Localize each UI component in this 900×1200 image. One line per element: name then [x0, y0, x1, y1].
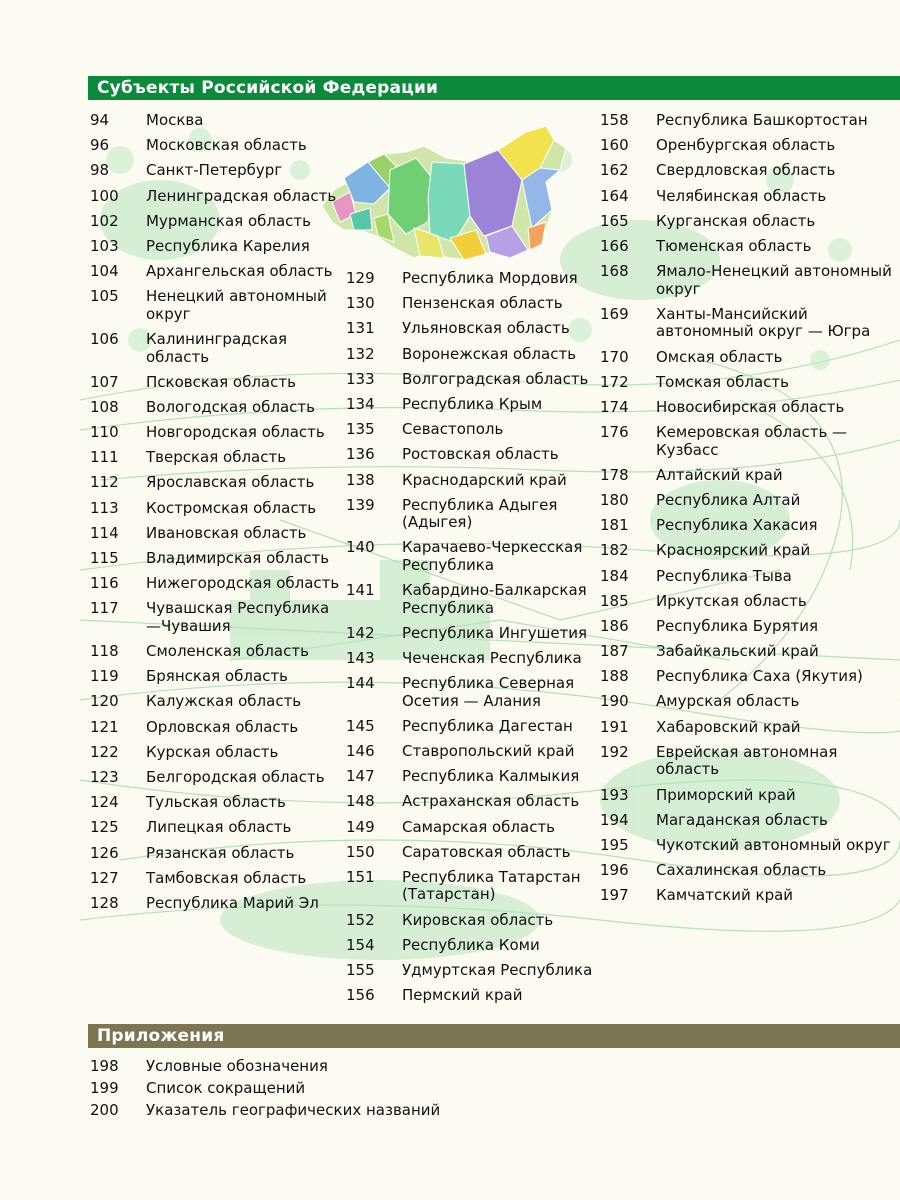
entry-title: Карачаево-Черкесская Республика: [402, 538, 583, 574]
toc-entry[interactable]: [346, 295, 596, 313]
toc-entry[interactable]: [600, 374, 900, 392]
page-number: 151: [346, 867, 375, 886]
page-number: 150: [346, 842, 375, 861]
page-number: 194: [600, 810, 629, 829]
entry-title: Ульяновская область: [402, 319, 570, 338]
toc-entry[interactable]: [600, 517, 900, 535]
entry-title: Архангельская область: [146, 262, 333, 281]
page-number: 156: [346, 986, 375, 1005]
page-number: 128: [90, 893, 119, 912]
entry-title: Москва: [146, 111, 204, 129]
toc-entry[interactable]: [90, 744, 340, 762]
page-number: 199: [90, 1079, 119, 1097]
entry-title: Ростовская область: [402, 445, 559, 464]
entry-title: Тюменская область: [656, 236, 812, 255]
entry-title: Воронежская область: [402, 344, 577, 363]
entry-title: Республика Адыгея (Адыгея): [402, 495, 558, 532]
entry-title: Республика Татарстан (Татарстан): [402, 867, 581, 904]
page-number: 148: [346, 792, 375, 811]
entry-title: Астраханская область: [402, 792, 580, 811]
subjects-column-1: [90, 112, 340, 920]
page-number: 107: [90, 372, 119, 391]
toc-entry[interactable]: [346, 346, 596, 364]
entry-title: Республика Саха (Якутия): [656, 667, 863, 686]
page-number: 105: [90, 287, 119, 306]
toc-entry[interactable]: [600, 618, 900, 636]
toc-entry[interactable]: [600, 306, 900, 341]
toc-entry[interactable]: [600, 837, 900, 855]
entry-title: Севастополь: [402, 420, 504, 439]
entry-title: Ярославская область: [146, 473, 315, 492]
page-number: 184: [600, 566, 629, 585]
toc-entry[interactable]: [600, 643, 900, 661]
toc-entry[interactable]: [90, 288, 340, 323]
toc-entry[interactable]: [90, 643, 340, 661]
entry-title: Магаданская область: [656, 810, 828, 829]
toc-entry[interactable]: [90, 162, 340, 180]
page-number: 102: [90, 211, 119, 230]
page-number: 143: [346, 648, 375, 667]
page-number: 174: [600, 397, 629, 416]
entry-title: Кировская область: [402, 910, 554, 929]
entry-title: Вологодская область: [146, 397, 315, 416]
entry-title: Орловская область: [146, 717, 299, 736]
toc-entry[interactable]: [346, 446, 596, 464]
entry-title: Республика Мордовия: [402, 269, 578, 287]
toc-entry[interactable]: [90, 1102, 590, 1119]
entry-title: Республика Бурятия: [656, 616, 819, 635]
page-number: 136: [346, 445, 375, 464]
page-number: 196: [600, 861, 629, 880]
page-number: 172: [600, 372, 629, 391]
toc-entry[interactable]: [90, 693, 340, 711]
entry-title: Ненецкий автономный округ: [146, 287, 327, 323]
entry-title: Калужская область: [146, 692, 302, 711]
entry-title: Свердловская область: [656, 161, 836, 180]
entry-title: Самарская область: [402, 817, 556, 836]
entry-title: Омская область: [656, 347, 783, 366]
page-number: 94: [90, 111, 110, 129]
page-number: 142: [346, 623, 375, 642]
toc-entry[interactable]: [90, 794, 340, 812]
page-number: 176: [600, 423, 629, 442]
toc-entry[interactable]: [346, 987, 596, 1005]
page-number: 146: [346, 742, 375, 760]
page-number: 124: [90, 793, 119, 812]
toc-entry[interactable]: [346, 768, 596, 786]
toc-entry[interactable]: [90, 668, 340, 686]
toc-entry[interactable]: [346, 962, 596, 980]
toc-entry[interactable]: [346, 320, 596, 338]
entry-title: Республика Крым: [402, 394, 543, 413]
toc-entry[interactable]: [346, 912, 596, 930]
toc-entry[interactable]: [90, 1080, 590, 1097]
page-number: 110: [90, 423, 119, 442]
toc-entry[interactable]: [600, 693, 900, 711]
toc-entry[interactable]: [90, 424, 340, 442]
entry-title: Указатель географических названий: [146, 1101, 441, 1119]
page-number: 114: [90, 523, 119, 542]
toc-entry[interactable]: [90, 399, 340, 417]
toc-entry[interactable]: [346, 539, 596, 574]
page-number: 190: [600, 692, 629, 711]
page-number: 170: [600, 347, 629, 366]
page-number: 160: [600, 136, 629, 155]
entry-title: Брянская область: [146, 667, 288, 686]
entry-title: Ханты-Мансийский автономный округ — Югра: [656, 304, 871, 341]
toc-entry[interactable]: [600, 188, 900, 206]
toc-entry[interactable]: [600, 424, 900, 459]
page-number: 135: [346, 420, 375, 439]
toc-entry[interactable]: [600, 399, 900, 417]
entry-title: Тамбовская область: [146, 868, 307, 887]
toc-entry[interactable]: [600, 668, 900, 686]
entry-title: Республика Тыва: [656, 566, 792, 585]
toc-entry[interactable]: [90, 331, 340, 366]
entry-title: Республика Карелия: [146, 236, 310, 255]
toc-entry[interactable]: [90, 449, 340, 467]
page-number: 113: [90, 498, 119, 517]
entry-title: Республика Ингушетия: [402, 623, 588, 642]
toc-entry[interactable]: [600, 213, 900, 231]
entry-title: Новгородская область: [146, 423, 325, 442]
entry-title: Курганская область: [656, 211, 816, 230]
russia-regions-map-icon: [314, 118, 576, 266]
toc-entry[interactable]: [600, 162, 900, 180]
page-number: 188: [600, 667, 629, 686]
page-number: 103: [90, 236, 119, 255]
toc-entry[interactable]: [90, 600, 340, 635]
entry-title: Тверская область: [146, 448, 287, 467]
page-number: 127: [90, 868, 119, 887]
toc-entry[interactable]: [600, 787, 900, 805]
page-number: 100: [90, 186, 119, 205]
page-number: 134: [346, 394, 375, 413]
toc-entry[interactable]: [346, 743, 596, 761]
entry-title: Чукотский автономный округ: [656, 835, 891, 854]
page-number: 186: [600, 616, 629, 635]
entry-title: Чувашская Республика —Чувашия: [146, 599, 330, 635]
section-header-appendix: Приложения: [88, 1024, 900, 1048]
toc-entry[interactable]: [90, 1058, 590, 1075]
page-number: 154: [346, 935, 375, 954]
page-number: 131: [346, 319, 375, 338]
subjects-column-2: [346, 270, 596, 1012]
entry-title: Мурманская область: [146, 211, 311, 230]
toc-entry[interactable]: [346, 675, 596, 710]
page-number: 126: [90, 843, 119, 862]
toc-entry[interactable]: [90, 263, 340, 281]
toc-entry[interactable]: [600, 349, 900, 367]
toc-entry[interactable]: [346, 396, 596, 414]
entry-title: Смоленская область: [146, 642, 309, 661]
page-number: 98: [90, 161, 110, 180]
toc-entry[interactable]: [90, 895, 340, 913]
entry-title: Ленинградская область: [146, 186, 337, 205]
entry-title: Хабаровский край: [656, 717, 801, 736]
toc-entry[interactable]: [600, 263, 900, 298]
page-number: 125: [90, 818, 119, 837]
toc-entry[interactable]: [90, 845, 340, 863]
toc-entry[interactable]: [90, 500, 340, 518]
page-number: 145: [346, 716, 375, 735]
entry-title: Калининградская область: [146, 330, 288, 366]
entry-title: Оренбургская область: [656, 136, 836, 155]
toc-entry[interactable]: [600, 137, 900, 155]
toc-entry[interactable]: [346, 650, 596, 668]
entry-title: Камчатский край: [656, 886, 794, 905]
entry-title: Липецкая область: [146, 818, 292, 837]
page-number: 139: [346, 495, 375, 514]
entry-title: Нижегородская область: [146, 574, 340, 593]
subjects-column-3: [600, 112, 900, 912]
toc-entry[interactable]: [346, 421, 596, 439]
entry-title: Московская область: [146, 136, 307, 155]
entry-title: Условные обозначения: [146, 1057, 328, 1075]
page-number: 162: [600, 161, 629, 180]
entry-title: Республика Марий Эл: [146, 893, 319, 912]
page-number: 166: [600, 236, 629, 255]
page-number: 180: [600, 490, 629, 509]
toc-entry[interactable]: [346, 844, 596, 862]
toc-entry[interactable]: [600, 593, 900, 611]
entry-title: Белгородская область: [146, 768, 325, 786]
page-number: 164: [600, 186, 629, 205]
entry-title: Курская область: [146, 742, 279, 761]
entry-title: Псковская область: [146, 372, 296, 391]
entry-title: Республика Хакасия: [656, 516, 818, 535]
entry-title: Ямало-Ненецкий автономный округ: [656, 262, 892, 298]
toc-entry[interactable]: [600, 812, 900, 830]
entry-title: Республика Алтай: [656, 490, 801, 509]
toc-entry[interactable]: [600, 542, 900, 560]
toc-entry[interactable]: [346, 270, 596, 288]
entry-title: Сахалинская область: [656, 861, 827, 880]
page-number: 121: [90, 717, 119, 736]
toc-entry[interactable]: [600, 112, 900, 130]
toc-entry[interactable]: [90, 112, 340, 130]
page-number: 111: [90, 448, 119, 467]
page-number: 115: [90, 549, 119, 567]
entry-title: Пензенская область: [402, 294, 563, 313]
page-number: 123: [90, 768, 119, 786]
page-number: 198: [90, 1057, 119, 1075]
toc-entry[interactable]: [346, 582, 596, 617]
toc-entry[interactable]: [600, 719, 900, 737]
toc-entry[interactable]: [90, 188, 340, 206]
entry-title: Республика Коми: [402, 935, 540, 954]
toc-entry[interactable]: [90, 238, 340, 256]
page-number: 158: [600, 111, 629, 129]
toc-entry[interactable]: [90, 213, 340, 231]
page-number: 149: [346, 817, 375, 836]
toc-entry[interactable]: [90, 137, 340, 155]
appendix-list: [90, 1058, 590, 1124]
toc-entry[interactable]: [600, 467, 900, 485]
page-number: 165: [600, 211, 629, 230]
entry-title: Саратовская область: [402, 842, 571, 861]
toc-entry[interactable]: [90, 575, 340, 593]
toc-entry[interactable]: [90, 374, 340, 392]
entry-title: Алтайский край: [656, 465, 783, 484]
page-number: 138: [346, 470, 375, 489]
toc-entry[interactable]: [600, 744, 900, 779]
entry-title: Список сокращений: [146, 1079, 306, 1097]
toc-entry[interactable]: [600, 887, 900, 905]
page-number: 185: [600, 591, 629, 610]
page-number: 117: [90, 599, 119, 618]
page-number: 140: [346, 538, 375, 557]
toc-entry[interactable]: [346, 371, 596, 389]
entry-title: Красноярский край: [656, 541, 811, 560]
toc-entry[interactable]: [90, 474, 340, 492]
entry-title: Иркутская область: [656, 591, 807, 610]
entry-title: Амурская область: [656, 692, 800, 711]
page-number: 106: [90, 330, 119, 348]
entry-title: Челябинская область: [656, 186, 827, 205]
page-number: 152: [346, 910, 375, 929]
page-number: 120: [90, 692, 119, 711]
entry-title: Забайкальский край: [656, 642, 819, 661]
page-number: 193: [600, 785, 629, 804]
toc-entry[interactable]: [346, 869, 596, 904]
page-number: 168: [600, 262, 629, 281]
toc-entry[interactable]: [90, 719, 340, 737]
toc-entry[interactable]: [346, 625, 596, 643]
page-number: 112: [90, 473, 119, 492]
page-number: 144: [346, 674, 375, 693]
toc-entry[interactable]: [90, 525, 340, 543]
page-number: 182: [600, 541, 629, 560]
page-number: 122: [90, 742, 119, 761]
page-number: 178: [600, 465, 629, 484]
toc-entry[interactable]: [346, 472, 596, 490]
page-number: 129: [346, 269, 375, 287]
entry-title: Пермский край: [402, 986, 523, 1005]
toc-entry[interactable]: [346, 718, 596, 736]
page-number: 96: [90, 136, 110, 155]
entry-title: Владимирская область: [146, 549, 330, 567]
entry-title: Ставропольский край: [402, 742, 575, 760]
page-number: 132: [346, 344, 375, 363]
entry-title: Кабардино-Балкарская Республика: [402, 581, 587, 617]
entry-title: Республика Башкортостан: [656, 111, 868, 129]
toc-entry[interactable]: [346, 793, 596, 811]
entry-title: Санкт-Петербург: [146, 161, 283, 180]
entry-title: Волгоградская область: [402, 369, 589, 388]
page-number: 192: [600, 742, 629, 761]
entry-title: Еврейская автономная область: [656, 742, 838, 779]
toc-entry[interactable]: [90, 870, 340, 888]
page-number: 118: [90, 642, 119, 661]
toc-entry[interactable]: [90, 550, 340, 568]
entry-title: Костромская область: [146, 498, 317, 517]
entry-title: Удмуртская Республика: [402, 961, 593, 979]
page-number: 169: [600, 304, 629, 323]
page-number: 191: [600, 717, 629, 736]
page-number: 200: [90, 1101, 119, 1119]
page-number: 104: [90, 262, 119, 281]
entry-title: Чеченская Республика: [402, 648, 582, 667]
toc-entry[interactable]: [346, 819, 596, 837]
toc-entry[interactable]: [600, 568, 900, 586]
page-number: 147: [346, 767, 375, 786]
entry-title: Республика Северная Осетия — Алания: [402, 674, 575, 710]
entry-title: Ивановская область: [146, 523, 307, 542]
entry-title: Приморский край: [656, 785, 796, 804]
page-number: 133: [346, 369, 375, 388]
entry-title: Республика Дагестан: [402, 716, 573, 735]
entry-title: Томская область: [656, 372, 789, 391]
entry-title: Республика Калмыкия: [402, 767, 580, 786]
entry-title: Кемеровская область — Кузбасс: [656, 423, 848, 459]
toc-entry[interactable]: [90, 769, 340, 787]
page-number: 119: [90, 667, 119, 686]
page-number: 116: [90, 574, 119, 593]
page-number: 130: [346, 294, 375, 313]
page-number: 108: [90, 397, 119, 416]
toc-entry[interactable]: [346, 497, 596, 532]
entry-title: Тульская область: [146, 793, 286, 812]
section-header-subjects: Субъекты Российской Федерации: [88, 76, 900, 100]
toc-entry[interactable]: [600, 492, 900, 510]
entry-title: Краснодарский край: [402, 470, 567, 489]
page-number: 187: [600, 642, 629, 661]
page-number: 141: [346, 581, 375, 600]
toc-entry[interactable]: [600, 862, 900, 880]
entry-title: Новосибирская область: [656, 397, 845, 416]
toc-entry[interactable]: [90, 819, 340, 837]
page-number: 197: [600, 886, 629, 905]
entry-title: Рязанская область: [146, 843, 295, 862]
toc-entry[interactable]: [346, 937, 596, 955]
page-number: 155: [346, 961, 375, 979]
page-number: 181: [600, 516, 629, 535]
page-number: 195: [600, 835, 629, 854]
toc-entry[interactable]: [600, 238, 900, 256]
